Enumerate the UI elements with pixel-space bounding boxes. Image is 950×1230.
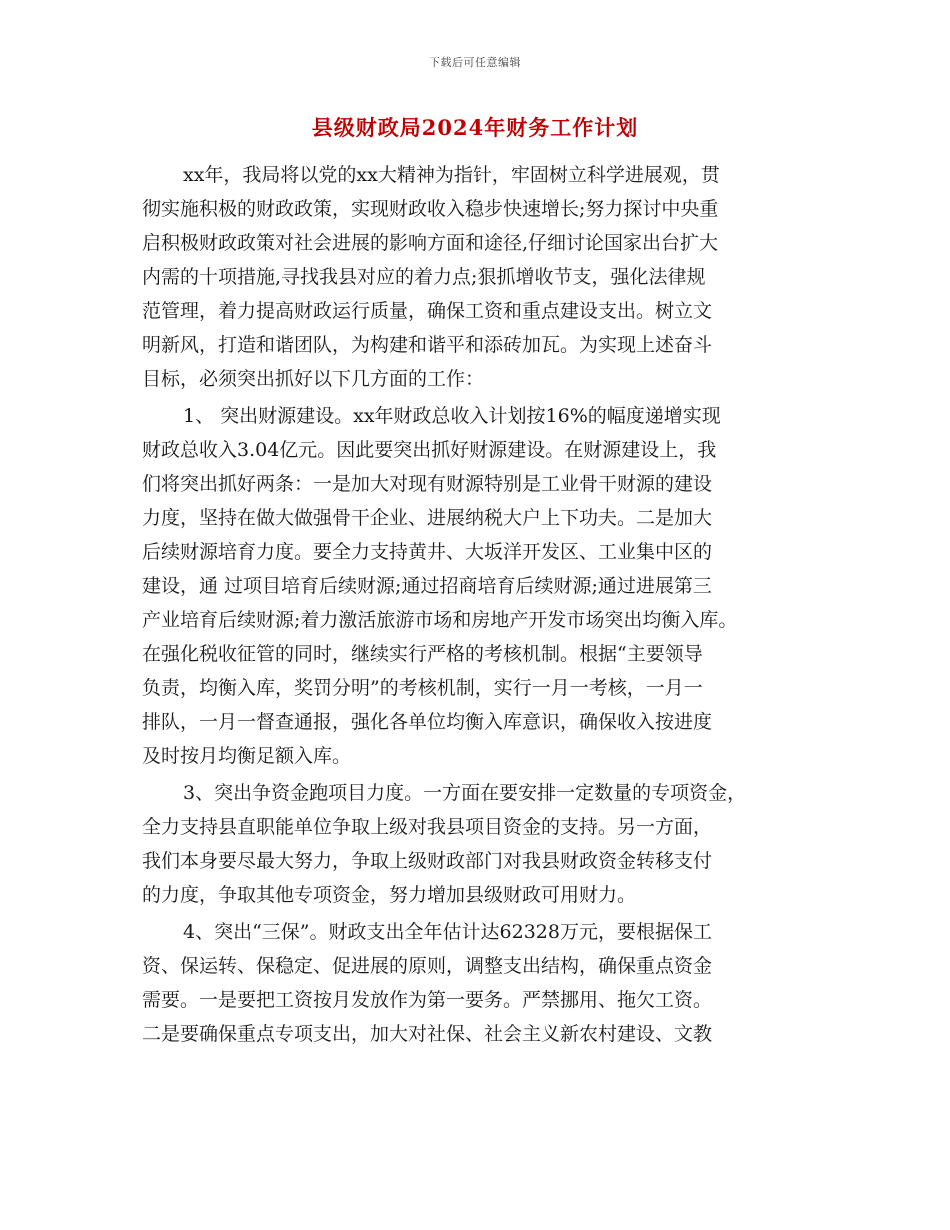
text-line: 后续财源培育力度。要全力支持黄井、大坂洋开发区、工业集中区的 [142, 541, 713, 563]
text-line: 二是要确保重点专项支出，加大对社保、社会主义新农村建设、文教 [142, 1023, 713, 1045]
text-line: 明新风，打造和谐团队，为构建和谐平和添砖加瓦。为实现上述奋斗 [142, 334, 713, 356]
text-line: 我们本身要尽最大努力，争取上级财政部门对我县财政资金转移支付 [142, 850, 713, 872]
text-line: 启积极财政政策对社会进展的影响方面和途径,仔细讨论国家出台扩大 [142, 232, 719, 254]
document-body [142, 158, 832, 1054]
paragraph-item-3 [142, 776, 832, 912]
text-line: 负责，均衡入库，奖罚分明”的考核机制，实行一月一考核，一月一 [142, 677, 703, 699]
text-line: 们将突出抓好两条：一是加大对现有财源特别是工业骨干财源的建设 [142, 473, 713, 495]
text-line: 财政总收入3.04亿元。因此要突出抓好财源建设。在财源建设上，我 [142, 439, 717, 461]
text-line: 需要。一是要把工资按月发放作为第一要务。严禁挪用、拖欠工资。 [142, 989, 713, 1011]
text-line: 排队，一月一督查通报，强化各单位均衡入库意识，确保收入按进度 [142, 711, 713, 733]
text-line: 力度，坚持在做大做强骨干企业、进展纳税大户上下功夫。二是加大 [142, 507, 713, 529]
text-line: 全力支持县直职能单位争取上级对我县项目资金的支持。另一方面， [142, 816, 713, 838]
paragraph-item-1 [142, 399, 832, 773]
text-line: 内需的十项措施,寻找我县对应的着力点;狠抓增收节支，强化法律规 [142, 266, 706, 288]
header-note: 下载后可任意编辑 [429, 56, 521, 69]
document-title: 县级财政局2024年财务工作计划 [311, 115, 639, 140]
text-line: 4、突出“三保”。财政支出全年估计达62328万元，要根据保工 [183, 921, 712, 943]
text-line: 在强化税收征管的同时，继续实行严格的考核机制。根据“主要领导 [142, 643, 703, 665]
text-line: 3、突出争资金跑项目力度。一方面在要安排一定数量的专项资金， [183, 782, 747, 804]
text-line: 及时按月均衡足额入库。 [142, 745, 352, 767]
text-line: 范管理，着力提高财政运行质量，确保工资和重点建设支出。树立文 [142, 300, 713, 322]
text-line: 产业培育后续财源;着力激活旅游市场和房地产开发市场突出均衡入库。 [142, 609, 738, 631]
text-line: 的力度，争取其他专项资金，努力增加县级财政可用财力。 [142, 884, 637, 906]
text-line: 目标，必须突出抓好以下几方面的工作： [142, 368, 485, 390]
text-line: 彻实施积极的财政政策，实现财政收入稳步快速增长;努力探讨中央重 [142, 198, 719, 220]
text-line: xx年，我局将以党的xx大精神为指针，牢固树立科学进展观，贯 [183, 164, 720, 186]
paragraph-intro [142, 158, 832, 396]
text-line: 建设，通 过项目培育后续财源;通过招商培育后续财源;通过进展第三 [142, 575, 712, 597]
text-line: 1、 突出财源建设。xx年财政总收入计划按16%的幅度递增实现 [183, 405, 721, 427]
text-line: 资、保运转、保稳定、促进展的原则，调整支出结构，确保重点资金 [142, 955, 713, 977]
paragraph-item-4 [142, 915, 832, 1051]
